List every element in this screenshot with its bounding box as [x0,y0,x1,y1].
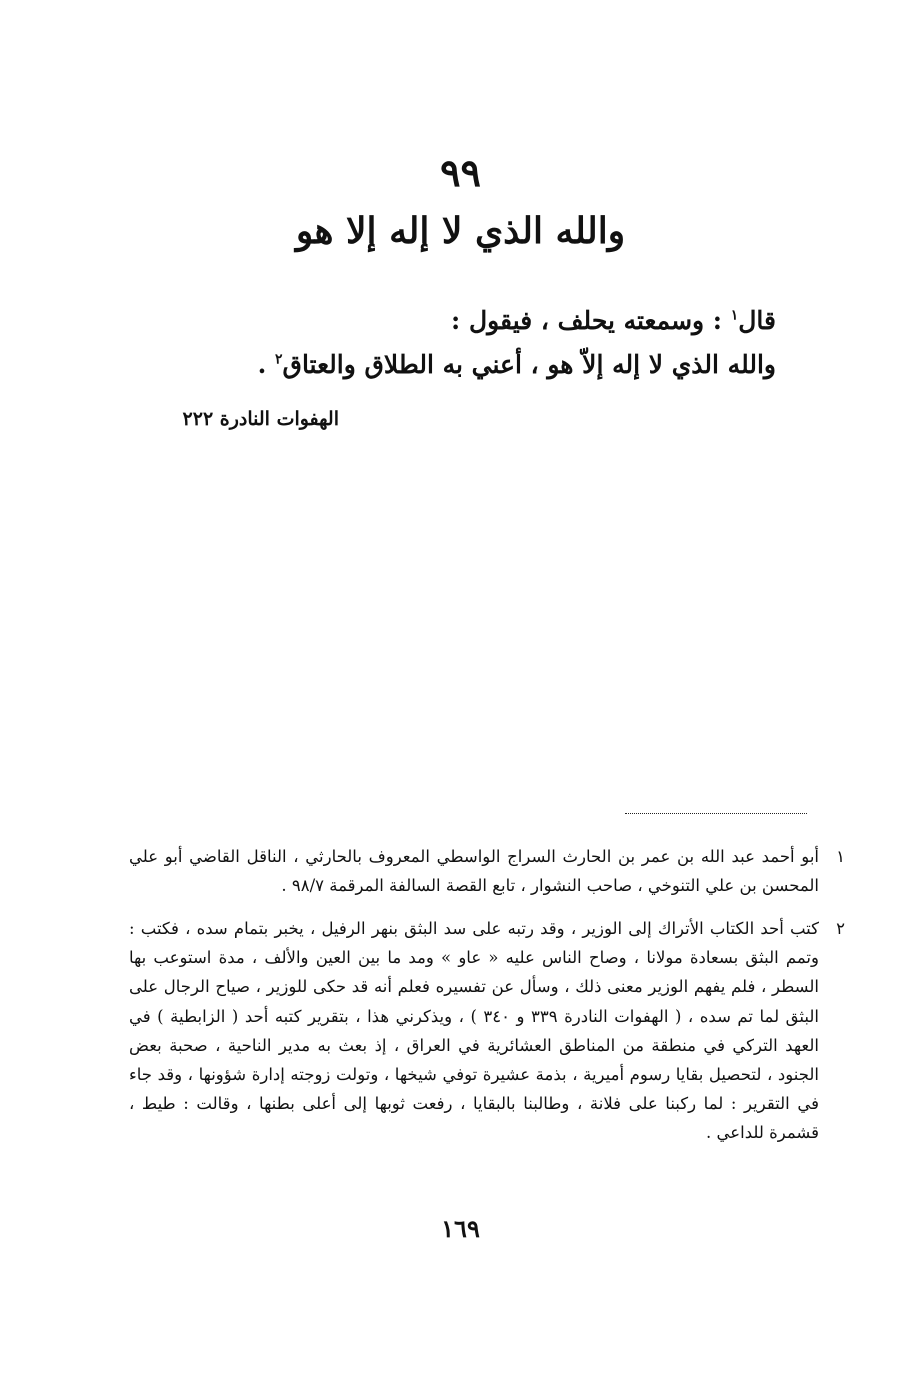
footnote-ref-1: ١ [730,307,739,324]
footnote-marker: ٢ [836,919,845,938]
source-citation: الهفوات النادرة ٢٢٢ [182,408,339,430]
footnote-text: كتب أحد الكتاب الأتراك إلى الوزير ، وقد رتبه على سد البثق بنهر الرفيل ، يخبر بتمام سده ، فكتب : وتمم البثق بسعادة مولانا ، وصاح الناس عليه « عاو » ومد ما بين العين والألف ، مدة استوعب بها السطر ، فلم يفهم الوزير معنى ذلك ، وسأل عن تفسيره فعلم أنه قد حكى للوزير ، صياح الرجال على البثق لما تم سده ، ( الهفوات النادرة ٣٣٩ و ٣٤٠ ) ، ويذكرني هذا ، بتقرير كتبه أحد ( الزابطية ) في العهد التركي في منطقة من المناطق العشائرية في العراق ، إذ بعث به مدير الناحية ، صحبة بعض الجنود ، لتحصيل بقايا رسوم أميرية ، بذمة عشيرة توفي شيخها ، وتولت زوجته إدارة شؤونها ، وقد جاء في التقرير : لما ركبنا على فلانة ، وطالبنا بالبقايا ، رفعت ثوبها إلى أعلى بطنها ، وقالت : طيط ، قشمرة للداعي . [129,919,819,1143]
body-text: قال [738,306,776,335]
body-line-2 [136,350,776,379]
footnote-1 [129,842,845,900]
story-title: والله الذي لا إله إلا هو [295,210,626,252]
footnote-text: أبو أحمد عبد الله بن عمر بن الحارث السراج الواسطي المعروف بالحارثي ، الناقل القاضي أبو علي المحسن بن علي التنوخي ، صاحب النشوار ، تابع القصة السالفة المرقمة ٩٨/٧ . [129,847,819,896]
story-number: ٩٩ [440,150,481,195]
footnote-2 [129,914,845,1148]
page-number: ١٦٩ [441,1214,480,1243]
body-text: . [257,350,276,379]
body-text: : وسمعته يحلف ، فيقول : [451,306,731,335]
body-line-1 [136,306,776,335]
body-text: والله الذي لا إله إلاّ هو ، أعني به الطلاق والعتاق [282,350,776,379]
footnote-divider [625,813,807,814]
footnote-marker: ١ [836,847,845,866]
footnote-ref-2: ٢ [275,351,283,368]
